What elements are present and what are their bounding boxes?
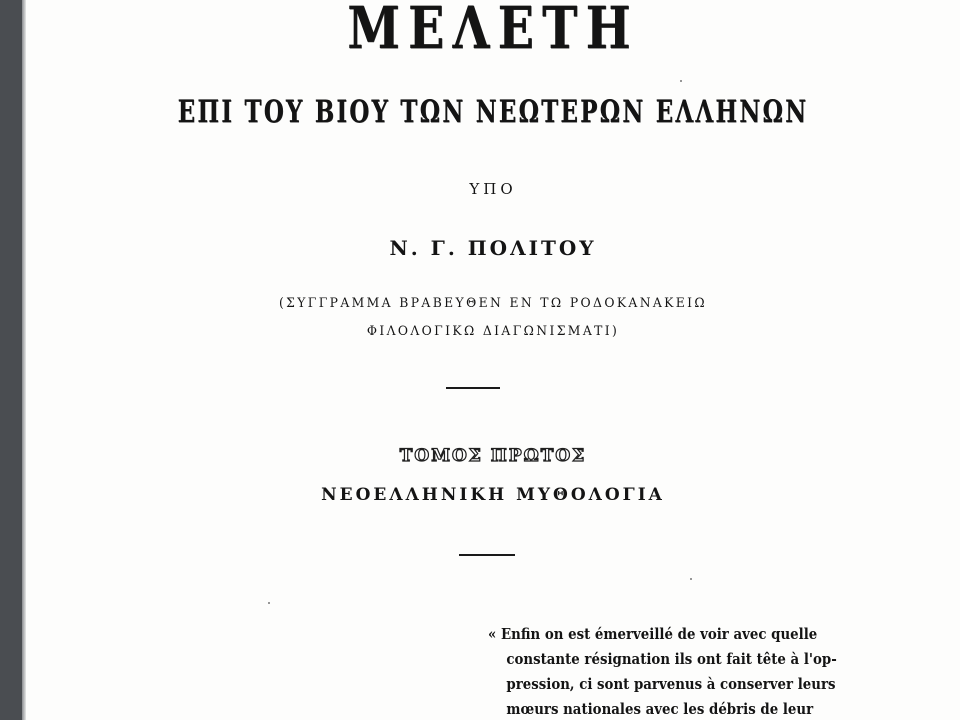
section-divider [459,554,515,556]
epigraph-line: pression, ci sont parvenus à conserver leurs [506,676,836,693]
author-name: Ν. Γ. ΠΟΛΙΤΟΥ [389,236,597,260]
epigraph-line: constante résignation ils ont fait tête à l'op- [506,651,837,668]
by-line: ΥΠΟ [469,180,517,198]
viewer-gutter [0,0,22,720]
award-note-line-1: (ΣΥΓΓΡΑΜΜΑ ΒΡΑΒΕΥΘΕΝ ΕΝ ΤΩ ΡΟΔΟΚΑΝΑΚΕΙΩ [278,296,708,311]
epigraph-line: mœurs nationales avec les débris de leur [506,701,814,718]
volume-label: ΤΟΜΟΣ ΠΡΩΤΟΣ [399,446,587,466]
book-subtitle: ΕΠΙ ΤΟΥ ΒΙΟΥ ΤΩΝ ΝΕΩΤΕΡΩΝ ΕΛΛΗΝΩΝ [177,94,809,130]
part-title: ΝΕΟΕΛΛΗΝΙΚΗ ΜΥΘΟΛΟΓΙΑ [321,485,665,505]
book-title: ΜΕΛΕΤΗ [347,0,639,62]
award-note-line-2: ΦΙΛΟΛΟΓΙΚΩ ΔΙΑΓΩΝΙΣΜΑΤΙ) [366,324,620,339]
section-divider [446,387,500,389]
scan-speck [268,602,270,604]
epigraph-line: « Enfin on est émerveillé de voir avec quelle [488,626,818,643]
scan-speck [690,578,692,580]
scanned-page [26,0,960,720]
scan-speck [680,80,682,82]
epigraph-quote [488,622,856,720]
